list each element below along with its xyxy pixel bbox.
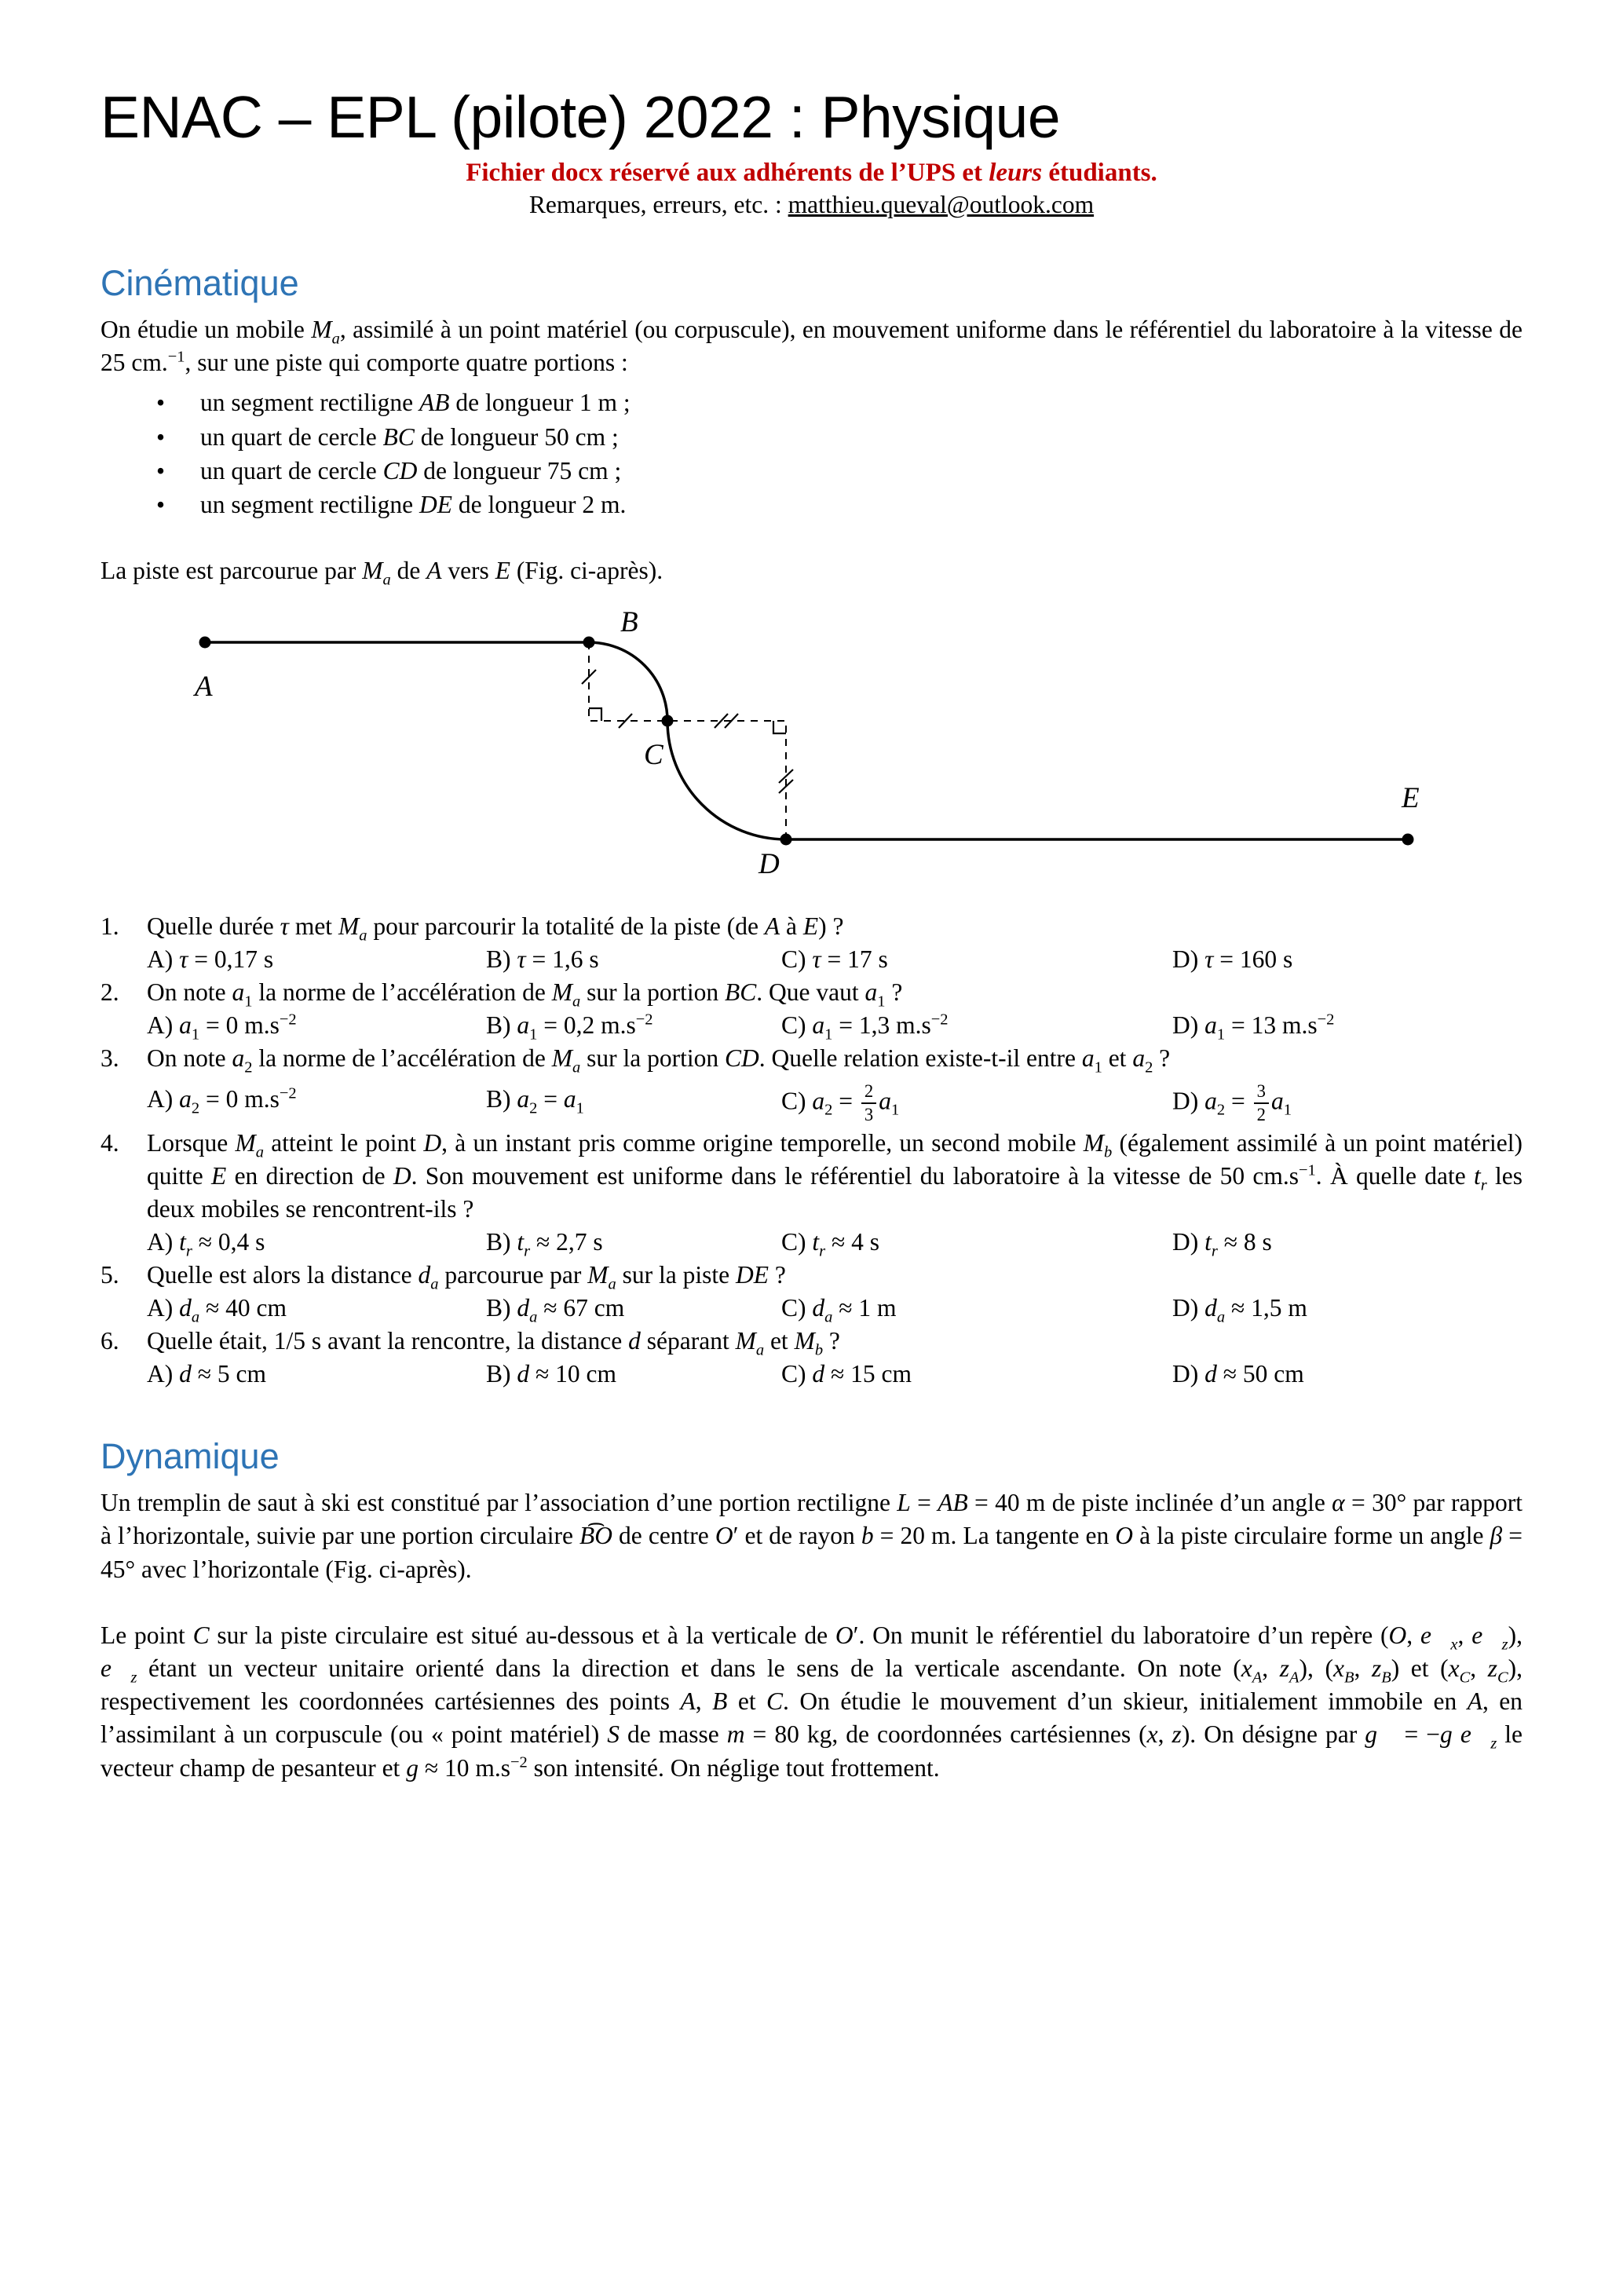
list-item-text: un quart de cercle BC de longueur 50 cm ;: [200, 422, 619, 451]
question-body: [147, 1127, 1522, 1259]
question-5: [101, 1259, 1522, 1325]
answer-option-c: C) $d_a \approx 1$ m: [781, 1294, 897, 1326]
point-e-dot: [1402, 834, 1414, 846]
question-number: 2.: [101, 978, 119, 1007]
right-angle-mark-1: [589, 708, 601, 721]
answer-option-b: B) $a_1 = 0,2$ $m.s^{-2}$: [486, 1011, 653, 1044]
section-heading-cinematique: Cinématique: [101, 263, 299, 303]
answer-option-a: A) d ≈ 5 cm: [147, 1360, 267, 1388]
point-label-c: C: [644, 739, 663, 772]
document-title: ENAC – EPL (pilote) 2022 : Physique: [101, 84, 1061, 150]
answer-row: [147, 1358, 1522, 1391]
answer-option-d: D) $a_2$ = $\frac{3}{2}$ $a_1$: [1172, 1081, 1292, 1124]
answer-option-a: A) $t_r \approx 0,4$ s: [147, 1228, 265, 1260]
question-number: 6.: [101, 1327, 119, 1355]
restricted-notice: Fichier docx réservé aux adhérents de l’UPS et leurs étudiants.: [466, 159, 1157, 187]
question-body: [147, 1259, 1522, 1325]
point-b-dot: [583, 637, 595, 649]
question-text: Lorsque $M_a$ atteint le point D, à un instant pris comme origine temporelle, un second mobile $M_b$ (également assimilé à un point matériel) quitte E en direction de D. Son mouvement est uniforme dans le référentiel du laboratoire à la vitesse de 50 $cm.s^{-1}$. À quelle date $t_r$ les deux mobiles se rencontrent-ils ?: [147, 1129, 1522, 1223]
question-body: [147, 976, 1522, 1042]
answer-option-c: C) $a_2$ = $\frac{2}{3}$ $a_1$: [781, 1081, 900, 1124]
question-text: On note $a_1$ la norme de l’accélération de $M_a$ sur la portion BC. Que vaut $a_1$ ?: [147, 978, 903, 1011]
question-2: [101, 976, 1522, 1042]
question-number: 5.: [101, 1261, 119, 1289]
right-angle-mark-2: [773, 721, 786, 733]
answer-option-c: C) d ≈ 15 cm: [781, 1360, 912, 1388]
answer-row: [147, 1075, 1522, 1127]
dynamics-paragraph-2: Le point C sur la piste circulaire est situé au-dessous et à la verticale de O′. On munit le référentiel du laboratoire d’un repère (O, $e⃗_x$, $e⃗_z$), $e⃗_z$ étant un vecteur unitaire orienté dans la direction et dans le sens de la verticale ascendante. On note ($x_A$, $z_A$), ($x_B$, $z_B$) et ($x_C$, $z_C$), respectivement les coordonnées cartésiennes des points A, B et C. On étudie le mouvement d’un skieur, initialement immobile en A, en l’assimilant à un corpuscule (ou « point matériel) S de masse m = 80 kg, de coordonnées cartésiennes (x, z). On désigne par g⃗ = −g $e⃗_z$ le vecteur champ de pesanteur et g ≈ 10 $m.s^{-2}$ son intensité. On néglige tout frottement.: [101, 1621, 1523, 1782]
answer-row: [147, 943, 1522, 976]
section-heading-dynamique: Dynamique: [101, 1436, 280, 1477]
radius-guide-lines: [589, 642, 786, 839]
point-label-b: B: [620, 608, 638, 639]
point-label-e: E: [1402, 782, 1420, 815]
answer-option-b: B) τ = 1,6 s: [486, 945, 599, 974]
point-d-dot: [780, 834, 792, 846]
dynamics-paragraph-1: Un tremplin de saut à ski est constitué par l’association d’une portion rectiligne L = AB = 40 m de piste inclinée d’un angle α = 30° par rapport à l’horizontale, suivie par une portion circulaire B͡O de centre O′ et de rayon b = 20 m. La tangente en O à la piste circulaire forme un angle β = 45° avec l’horizontale (Fig. ci-après).: [101, 1489, 1523, 1583]
answer-row: [147, 1292, 1522, 1325]
answer-option-b: B) $t_r \approx 2,7$ s: [486, 1228, 603, 1260]
point-c-dot: [662, 715, 674, 727]
bullet-icon: •: [156, 422, 166, 451]
answer-option-a: A) $a_1 = 0$ $m.s^{-2}$: [147, 1011, 297, 1044]
point-label-d: D: [758, 848, 780, 879]
answer-option-d: D) $d_a \approx 1,5$ m: [1172, 1294, 1307, 1326]
answer-option-a: A) τ = 0,17 s: [147, 945, 274, 974]
answer-option-a: A) $d_a \approx 40$ cm: [147, 1294, 287, 1326]
track-figure: [101, 608, 1522, 879]
kinematics-intro-paragraph: On étudie un mobile $M_a$, assimilé à un point matériel (ou corpuscule), en mouvement uniforme dans le référentiel du laboratoire à la vitesse de 25 cm.$^{-1}$, sur une piste qui comporte quatre portions :: [101, 316, 1522, 377]
track-intro-line: La piste est parcourue par $M_a$ de A vers E (Fig. ci-après).: [101, 556, 663, 589]
answer-option-b: B) d ≈ 10 cm: [486, 1360, 617, 1388]
question-number: 3.: [101, 1044, 119, 1073]
question-text: Quelle était, 1/5 s avant la rencontre, la distance d séparant $M_a$ et $M_b$ ?: [147, 1327, 840, 1359]
question-text: On note $a_2$ la norme de l’accélération de $M_a$ sur la portion CD. Quelle relation existe-t-il entre $a_1$ et $a_2$ ?: [147, 1044, 1171, 1077]
answer-row: [147, 1226, 1522, 1259]
list-item: [101, 488, 1522, 521]
list-item: [101, 420, 1522, 454]
point-a-dot: [199, 637, 211, 649]
list-item: [101, 454, 1522, 488]
bullet-icon: •: [156, 490, 166, 518]
question-3: [101, 1042, 1522, 1127]
list-item-text: un segment rectiligne DE de longueur 2 m.: [200, 490, 627, 518]
answer-option-b: B) $a_2 = a_1$: [486, 1085, 584, 1117]
answer-option-c: C) $t_r \approx 4$ s: [781, 1228, 880, 1260]
answer-option-d: D) τ = 160 s: [1172, 945, 1293, 974]
bullet-icon: •: [156, 389, 166, 417]
answer-option-c: C) $a_1 = 1,3$ $m.s^{-2}$: [781, 1011, 949, 1044]
list-item-text: un segment rectiligne AB de longueur 1 m ;: [200, 389, 631, 417]
contact-line: [101, 191, 1522, 219]
question-1: [101, 910, 1522, 976]
contact-text: Remarques, erreurs, etc. :: [528, 191, 788, 218]
contact-email-link[interactable]: matthieu.queval@outlook.com: [788, 191, 1095, 218]
list-item-text: un quart de cercle CD de longueur 75 cm ;: [200, 456, 622, 484]
answer-option-c: C) τ = 17 s: [781, 945, 888, 974]
answer-option-d: D) d ≈ 50 cm: [1172, 1360, 1304, 1388]
question-number: 1.: [101, 912, 119, 941]
answer-option-d: D) $a_1 = 13$ $m.s^{-2}$: [1172, 1011, 1335, 1044]
question-body: [147, 910, 1522, 976]
question-list: [101, 910, 1522, 1391]
answer-option-a: A) $a_2 = 0$ $m.s^{-2}$: [147, 1084, 297, 1117]
question-text: Quelle est alors la distance $d_a$ parcourue par $M_a$ sur la piste DE ?: [147, 1261, 786, 1293]
question-text: Quelle durée τ met $M_a$ pour parcourir la totalité de la piste (de A à E) ?: [147, 912, 844, 945]
question-body: [147, 1042, 1522, 1127]
answer-option-b: B) $d_a \approx 67$ cm: [486, 1294, 625, 1326]
answer-row: [147, 1009, 1522, 1042]
question-body: [147, 1325, 1522, 1391]
answer-option-d: D) $t_r \approx 8$ s: [1172, 1228, 1272, 1260]
point-label-a: A: [195, 671, 213, 704]
track-figure-svg: [101, 608, 1522, 879]
question-number: 4.: [101, 1129, 119, 1157]
list-item: [101, 386, 1522, 419]
question-4: [101, 1127, 1522, 1259]
bullet-icon: •: [156, 456, 166, 484]
track-path: [205, 642, 1408, 839]
track-portions-list: [101, 386, 1522, 521]
question-6: [101, 1325, 1522, 1391]
